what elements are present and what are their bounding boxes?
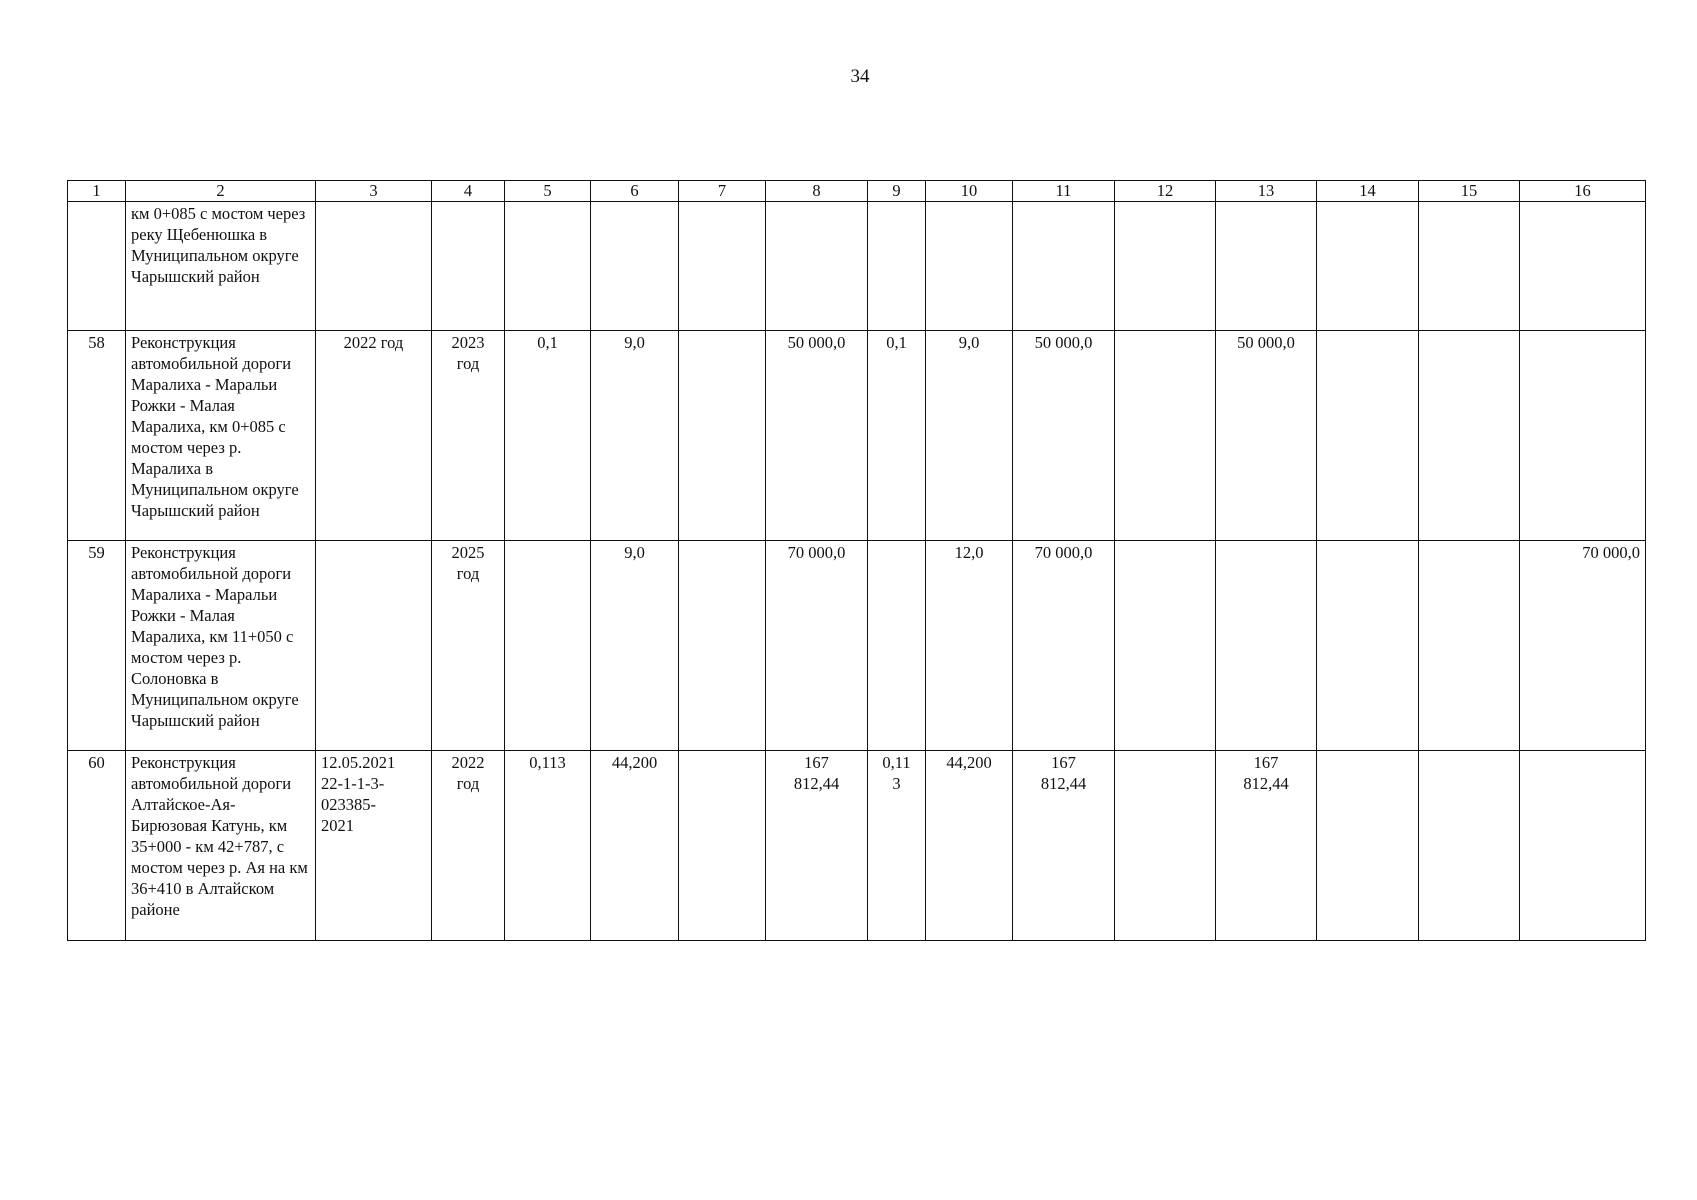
cell: [591, 202, 679, 331]
column-header: 7: [679, 181, 766, 202]
cell-col-6: 9,0: [591, 331, 679, 541]
cell-col-4: 2023 год: [432, 331, 505, 541]
cell-col-14: [1317, 751, 1419, 941]
cell-col-7: [679, 331, 766, 541]
cell-col-15: [1419, 751, 1520, 941]
column-header: 6: [591, 181, 679, 202]
column-header: 11: [1013, 181, 1115, 202]
column-header: 10: [926, 181, 1013, 202]
column-header: 13: [1216, 181, 1317, 202]
cell-col-13: 167 812,44: [1216, 751, 1317, 941]
cell: [926, 202, 1013, 331]
cell: [766, 202, 868, 331]
cell-col-14: [1317, 331, 1419, 541]
cell-object-name: км 0+085 с мостом через реку Щебенюшка в Муниципальном округе Чарышский район: [126, 202, 316, 331]
cell-col-16: 70 000,0: [1520, 541, 1646, 751]
cell-col-10: 12,0: [926, 541, 1013, 751]
cell: [505, 202, 591, 331]
cell: [1317, 202, 1419, 331]
cell-object-name: Реконструкция автомобильной дороги Маралиха - Маральи Рожки - Малая Маралиха, км 11+050 с мостом через р. Солоновка в Муниципальном округе Чарышский район: [126, 541, 316, 751]
column-header: 3: [316, 181, 432, 202]
cell-col-8: 70 000,0: [766, 541, 868, 751]
cell-num: [68, 202, 126, 331]
cell-object-name: Реконструкция автомобильной дороги Маралиха - Маральи Рожки - Малая Маралиха, км 0+085 с мостом через р. Маралиха в Муниципальном округе Чарышский район: [126, 331, 316, 541]
cell-num: 60: [68, 751, 126, 941]
cell-col-11: 167 812,44: [1013, 751, 1115, 941]
cell-col-13: 50 000,0: [1216, 331, 1317, 541]
cell: [868, 202, 926, 331]
data-table: [67, 180, 1646, 941]
column-header: 14: [1317, 181, 1419, 202]
table-row-continuation: [68, 202, 1646, 331]
cell-col-11: 70 000,0: [1013, 541, 1115, 751]
cell: [1115, 202, 1216, 331]
table-row: [68, 541, 1646, 751]
cell-col-12: [1115, 331, 1216, 541]
cell-num: 59: [68, 541, 126, 751]
header-row: [68, 181, 1646, 202]
cell-col-7: [679, 541, 766, 751]
cell-col-16: [1520, 751, 1646, 941]
column-header: 8: [766, 181, 868, 202]
cell: [1520, 202, 1646, 331]
cell-col-4: 2025 год: [432, 541, 505, 751]
cell: [432, 202, 505, 331]
column-header: 2: [126, 181, 316, 202]
cell-col-4: 2022 год: [432, 751, 505, 941]
cell-col-3: 12.05.2021 22-1-1-3- 023385- 2021: [316, 751, 432, 941]
cell-col-10: 44,200: [926, 751, 1013, 941]
cell-col-12: [1115, 751, 1216, 941]
table-row: [68, 751, 1646, 941]
cell-col-10: 9,0: [926, 331, 1013, 541]
cell: [1419, 202, 1520, 331]
column-header: 1: [68, 181, 126, 202]
page-number: 34: [850, 66, 870, 87]
column-header: 5: [505, 181, 591, 202]
cell-col-11: 50 000,0: [1013, 331, 1115, 541]
cell-col-8: 50 000,0: [766, 331, 868, 541]
cell: [679, 202, 766, 331]
cell: [1216, 202, 1317, 331]
cell: [1013, 202, 1115, 331]
cell-col-3: 2022 год: [316, 331, 432, 541]
cell-col-9: [868, 541, 926, 751]
column-header: 12: [1115, 181, 1216, 202]
cell-col-9: 0,1: [868, 331, 926, 541]
cell-col-7: [679, 751, 766, 941]
cell-col-6: 9,0: [591, 541, 679, 751]
cell-col-6: 44,200: [591, 751, 679, 941]
cell: [316, 202, 432, 331]
cell-col-13: [1216, 541, 1317, 751]
cell-num: 58: [68, 331, 126, 541]
cell-col-15: [1419, 331, 1520, 541]
cell-col-3: [316, 541, 432, 751]
cell-col-8: 167 812,44: [766, 751, 868, 941]
table-row: [68, 331, 1646, 541]
column-header: 16: [1520, 181, 1646, 202]
cell-col-15: [1419, 541, 1520, 751]
cell-col-5: 0,1: [505, 331, 591, 541]
cell-col-14: [1317, 541, 1419, 751]
column-header: 4: [432, 181, 505, 202]
cell-col-5: 0,113: [505, 751, 591, 941]
cell-col-12: [1115, 541, 1216, 751]
column-header: 15: [1419, 181, 1520, 202]
column-header: 9: [868, 181, 926, 202]
cell-col-5: [505, 541, 591, 751]
cell-col-16: [1520, 331, 1646, 541]
cell-object-name: Реконструкция автомобильной дороги Алтайское-Ая-Бирюзовая Катунь, км 35+000 - км 42+787, с мостом через р. Ая на км 36+410 в Алтайском районе: [126, 751, 316, 941]
cell-col-9: 0,11 3: [868, 751, 926, 941]
